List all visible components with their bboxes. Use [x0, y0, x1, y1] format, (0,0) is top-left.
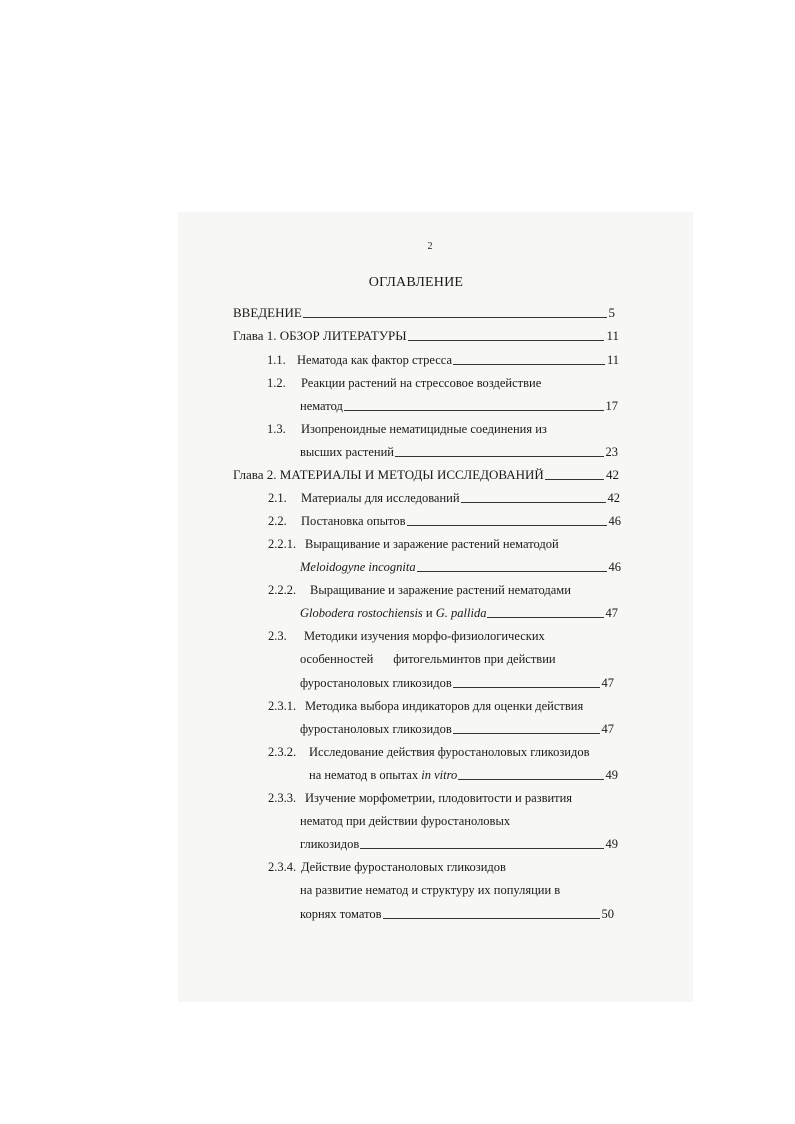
- toc-entry-chapter-2[interactable]: [233, 466, 619, 484]
- toc-number: 2.3.3.: [268, 791, 297, 805]
- toc-entry-text: Глава 1. ОБЗОР ЛИТЕРАТУРЫ: [233, 328, 407, 343]
- toc-entry-text: Изопреноидные нематицидные соединения из: [301, 422, 547, 436]
- toc-entry-text: гликозидов: [300, 837, 360, 851]
- toc-entry-text: фуростаноловых гликозидов: [300, 722, 452, 736]
- toc-number: 2.2.: [268, 514, 287, 528]
- toc-page: 50: [601, 907, 614, 921]
- leader-line: [453, 733, 600, 734]
- toc-entry-text: Материалы для исследований: [301, 491, 460, 505]
- toc-entry-text: на развитие нематод и структуру их популяции в: [300, 883, 561, 897]
- leader-line: [458, 779, 603, 780]
- toc-entry-text: Нематода как фактор стресса: [297, 353, 453, 367]
- leader-line: [360, 848, 603, 849]
- leader-line: [487, 617, 603, 618]
- toc-page: 47: [605, 606, 618, 620]
- leader-line: [383, 918, 600, 919]
- page-number: 2: [427, 241, 433, 252]
- toc-entry-chapter-1[interactable]: [233, 327, 619, 345]
- toc-entry-text: и: [422, 606, 436, 620]
- toc-entry-1-3[interactable]: [267, 420, 619, 438]
- toc-entry-text: Реакции растений на стрессовое воздействие: [301, 376, 542, 390]
- toc-entry-text: особенностей: [300, 652, 374, 666]
- toc-number: 2.3.1.: [268, 699, 297, 713]
- toc-entry-text: Постановка опытов: [301, 514, 406, 528]
- toc-number: 2.2.2.: [268, 583, 297, 597]
- toc-entry-2-2-1[interactable]: [268, 535, 620, 553]
- toc-entry-text: Изучение морфометрии, плодовитости и развития: [305, 791, 573, 805]
- toc-page: 42: [607, 491, 620, 505]
- toc-entry-text: Методика выбора индикаторов для оценки действия: [305, 699, 584, 713]
- toc-number: 1.1.: [267, 353, 286, 367]
- leader-line: [453, 687, 600, 688]
- leader-line: [395, 456, 604, 457]
- toc-entry-2-2-2-cont[interactable]: [300, 604, 618, 622]
- toc-page: 46: [608, 560, 621, 574]
- toc-entry-2-3-1-cont[interactable]: [300, 720, 614, 738]
- toc-entry-text: ВВЕДЕНИЕ: [233, 305, 302, 320]
- leader-line: [407, 525, 607, 526]
- toc-entry-2-3-4[interactable]: [268, 858, 620, 876]
- leader-line: [461, 502, 606, 503]
- toc-entry-2-3-cont2[interactable]: [300, 674, 614, 692]
- toc-entry-2-3-3-cont2[interactable]: [300, 835, 618, 853]
- leader-line: [545, 479, 604, 480]
- toc-number: 1.3.: [267, 422, 286, 436]
- toc-entry-1-2[interactable]: [267, 374, 619, 392]
- toc-page: 49: [605, 768, 618, 782]
- leader-line: [303, 317, 607, 318]
- leader-line: [408, 340, 605, 341]
- toc-entry-2-3-2-cont[interactable]: [309, 766, 618, 784]
- toc-page: 11: [606, 328, 619, 343]
- toc-entry-2-1[interactable]: [268, 489, 620, 507]
- toc-entry-2-3-3[interactable]: [268, 789, 620, 807]
- toc-number: 2.3.: [268, 629, 287, 643]
- toc-entry-2-3-3-cont[interactable]: [300, 812, 618, 830]
- toc-entry-1-3-cont[interactable]: [300, 443, 618, 461]
- toc-entry-text: Исследование действия фуростаноловых гликозидов: [309, 745, 590, 759]
- toc-entry-text: нематод: [300, 399, 343, 413]
- toc-page: 5: [608, 305, 615, 320]
- toc-number: 1.2.: [267, 376, 286, 390]
- toc-entry-text: G. pallida: [435, 606, 487, 620]
- toc-entry-2-3-4-cont2[interactable]: [300, 905, 614, 923]
- toc-page: 42: [606, 467, 619, 482]
- toc-entry-text: Действие фуростаноловых гликозидов: [301, 860, 506, 874]
- toc-entry-text: Meloidogyne incognita: [300, 560, 416, 574]
- toc-entry-text: высших растений: [300, 445, 394, 459]
- page-title: ОГЛАВЛЕНИЕ: [368, 275, 464, 290]
- toc-entry-2-3-2[interactable]: [268, 743, 620, 761]
- toc-entry-text: Выращивание и заражение растений нематодой: [305, 537, 559, 551]
- toc-entry-2-3-cont[interactable]: [300, 650, 618, 668]
- toc-entry-text: Методики изучения морфо-физиологических: [304, 629, 545, 643]
- toc-page: 46: [608, 514, 621, 528]
- toc-number: 2.3.2.: [268, 745, 297, 759]
- toc-page: 23: [605, 445, 618, 459]
- toc-entry-intro[interactable]: [233, 304, 615, 322]
- toc-page: 11: [606, 353, 619, 367]
- leader-line: [417, 571, 607, 572]
- toc-entry-2-2-1-cont[interactable]: [300, 558, 621, 576]
- toc-entry-text: Выращивание и заражение растений нематодами: [310, 583, 571, 597]
- toc-number: 2.1.: [268, 491, 287, 505]
- toc-entry-1-1[interactable]: [267, 351, 619, 369]
- toc-entry-text: фуростаноловых гликозидов: [300, 676, 452, 690]
- toc-entry-2-3-4-cont[interactable]: [300, 881, 618, 899]
- toc-entry-text: на нематод в опытах: [309, 768, 422, 782]
- toc-page: 47: [601, 722, 614, 736]
- toc-entry-2-2-2[interactable]: [268, 581, 620, 599]
- toc-entry-2-3-1[interactable]: [268, 697, 620, 715]
- toc-number: 2.3.4.: [268, 860, 297, 874]
- toc-entry-2-2[interactable]: [268, 512, 621, 530]
- toc-page: 17: [605, 399, 618, 413]
- toc-entry-2-3[interactable]: [268, 627, 620, 645]
- toc-entry-text: нематод при действии фуростаноловых: [300, 814, 511, 828]
- leader-line: [453, 364, 605, 365]
- toc-entry-text: in vitro: [421, 768, 458, 782]
- toc-entry-text: Глава 2. МАТЕРИАЛЫ И МЕТОДЫ ИССЛЕДОВАНИЙ: [233, 467, 544, 482]
- toc-entry-text: Globodera rostochiensis: [300, 606, 423, 620]
- toc-number: 2.2.1.: [268, 537, 297, 551]
- toc-page: 47: [601, 676, 614, 690]
- toc-page: 49: [605, 837, 618, 851]
- toc-entry-text: фитогельминтов при действии: [393, 652, 556, 666]
- leader-line: [344, 410, 604, 411]
- toc-entry-text: корнях томатов: [300, 907, 382, 921]
- toc-entry-1-2-cont[interactable]: [300, 397, 618, 415]
